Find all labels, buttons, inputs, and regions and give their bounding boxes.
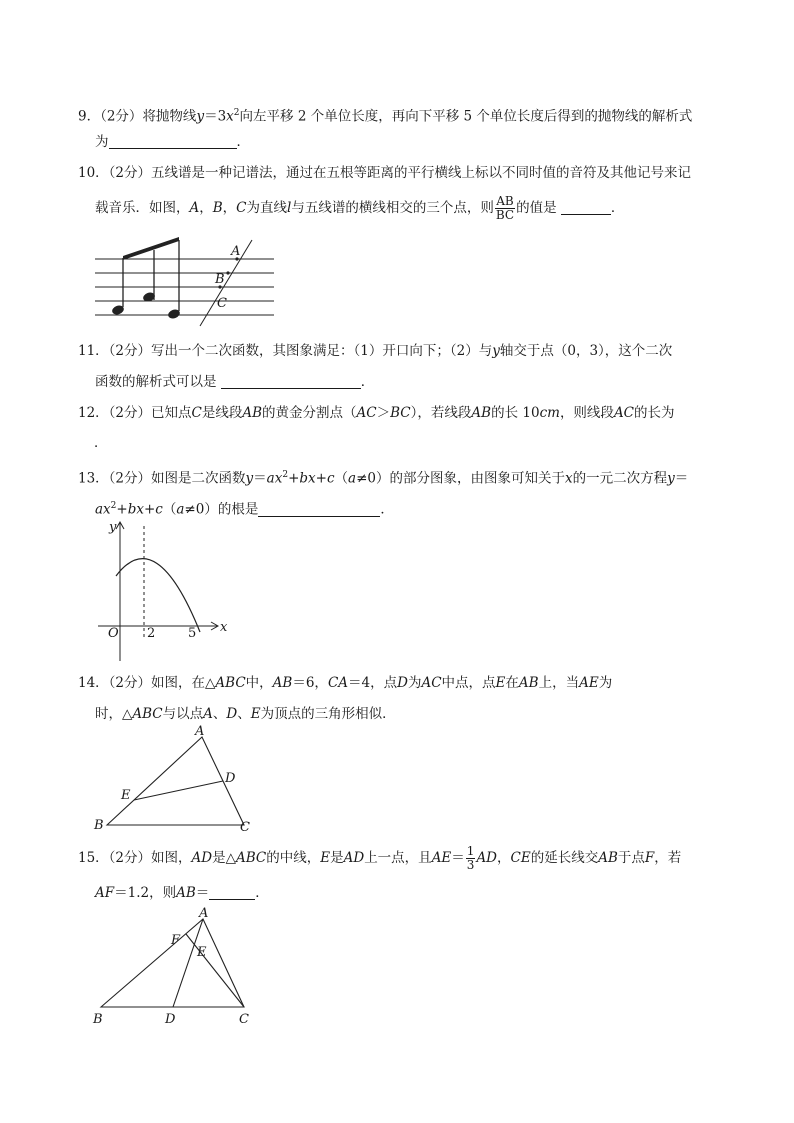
label-b: B (93, 1012, 103, 1027)
q9-line1: 9．（2分）将抛物线$y=3x^2$向左平移 2 个单位长度，再向下平移 5 个单位长度后得到的抛物线的解析式 (78, 108, 693, 125)
q15-answer-blank[interactable] (209, 885, 255, 900)
label-c: C (239, 1012, 249, 1027)
label-f: F (171, 933, 181, 948)
q13-line2: $ax^2+bx+c(a\ne 0)$的根是 ． (95, 501, 394, 518)
label-c: C (240, 820, 250, 835)
label-a: A (231, 244, 241, 259)
axis-label-x: x (220, 620, 228, 635)
axis-label-y: y (109, 520, 117, 535)
q12-line2: ． (94, 435, 108, 451)
segment-ed (134, 781, 223, 800)
line-l (200, 240, 252, 326)
q11-answer-blank[interactable] (221, 374, 361, 389)
origin-label: O (108, 626, 119, 641)
label-a: A (199, 906, 209, 921)
q9-line2: 为 ． (95, 134, 250, 150)
q11-line1: 11．（2分）写出一个二次函数，其图象满足：（1）开口向下；（2）与y轴交于点（0，3），这个二次 (78, 343, 673, 359)
label-e: E (121, 788, 131, 803)
q9-answer-blank[interactable] (109, 134, 237, 149)
q15-line1: 15．（2分）如图，AD是△ABC的中线，E是AD上一点，且AE＝ $\frac{1}{3}$ AD，CE的延长线交AB于点F，若 (78, 844, 682, 872)
label-a: A (195, 724, 205, 739)
q14-line1: 14．（2分）如图，在△ABC中，AB＝6，CA＝4，点D为AC中点，点E在AB上，当AE为 (78, 675, 613, 691)
q10-line1: 10．（2分）五线谱是一种记谱法，通过在五根等距离的平行横线上标以不同时值的音符及其他记号来记 (78, 165, 692, 181)
note-beam (123, 237, 179, 260)
q13-answer-blank[interactable] (258, 502, 380, 517)
q10-answer-blank[interactable] (561, 200, 611, 215)
q13-parabola-figure (96, 518, 246, 666)
q10-fraction: $\frac{AB}{BC}$ (495, 194, 515, 222)
q12-line1: 12．（2分）已知点C是线段AB的黄金分割点（AC＞BC），若线段AB的长 10cm，则线段AC的长为 (78, 405, 675, 421)
q15-fraction: $\frac{1}{3}$ (466, 844, 475, 872)
triangle-abc (107, 737, 244, 825)
point-b (226, 271, 229, 274)
q11-line2: 函数的解析式可以是 ． (95, 374, 375, 390)
q14-line2: 时，△ABC与以点A、D、E为顶点的三角形相似． (95, 706, 396, 722)
q15-line2: AF＝1.2，则AB＝ ． (95, 885, 269, 901)
q10-line2: 载音乐．如图，A，B，C为直线l与五线谱的横线相交的三个点，则 $\frac{AB}{BC}$ 的值是 ． (95, 194, 625, 222)
q14-triangle-figure (90, 724, 270, 839)
q15-triangle-figure (88, 906, 268, 1031)
tick-label-5: 5 (188, 626, 197, 641)
q13-line1: 13．（2分）如图是二次函数$y=ax^2+bx+c(a\ne 0)$的部分图象，由图象可知关于x的一元二次方程y＝ (78, 470, 689, 487)
label-b: B (94, 818, 104, 833)
tick-label-2: 2 (147, 626, 156, 641)
q10-staff-figure (92, 234, 282, 329)
label-d: D (165, 1012, 176, 1027)
parabola-curve (116, 559, 200, 632)
label-b: B (215, 272, 225, 287)
label-e: E (197, 945, 207, 960)
label-c: C (217, 296, 227, 311)
label-d: D (225, 771, 236, 786)
